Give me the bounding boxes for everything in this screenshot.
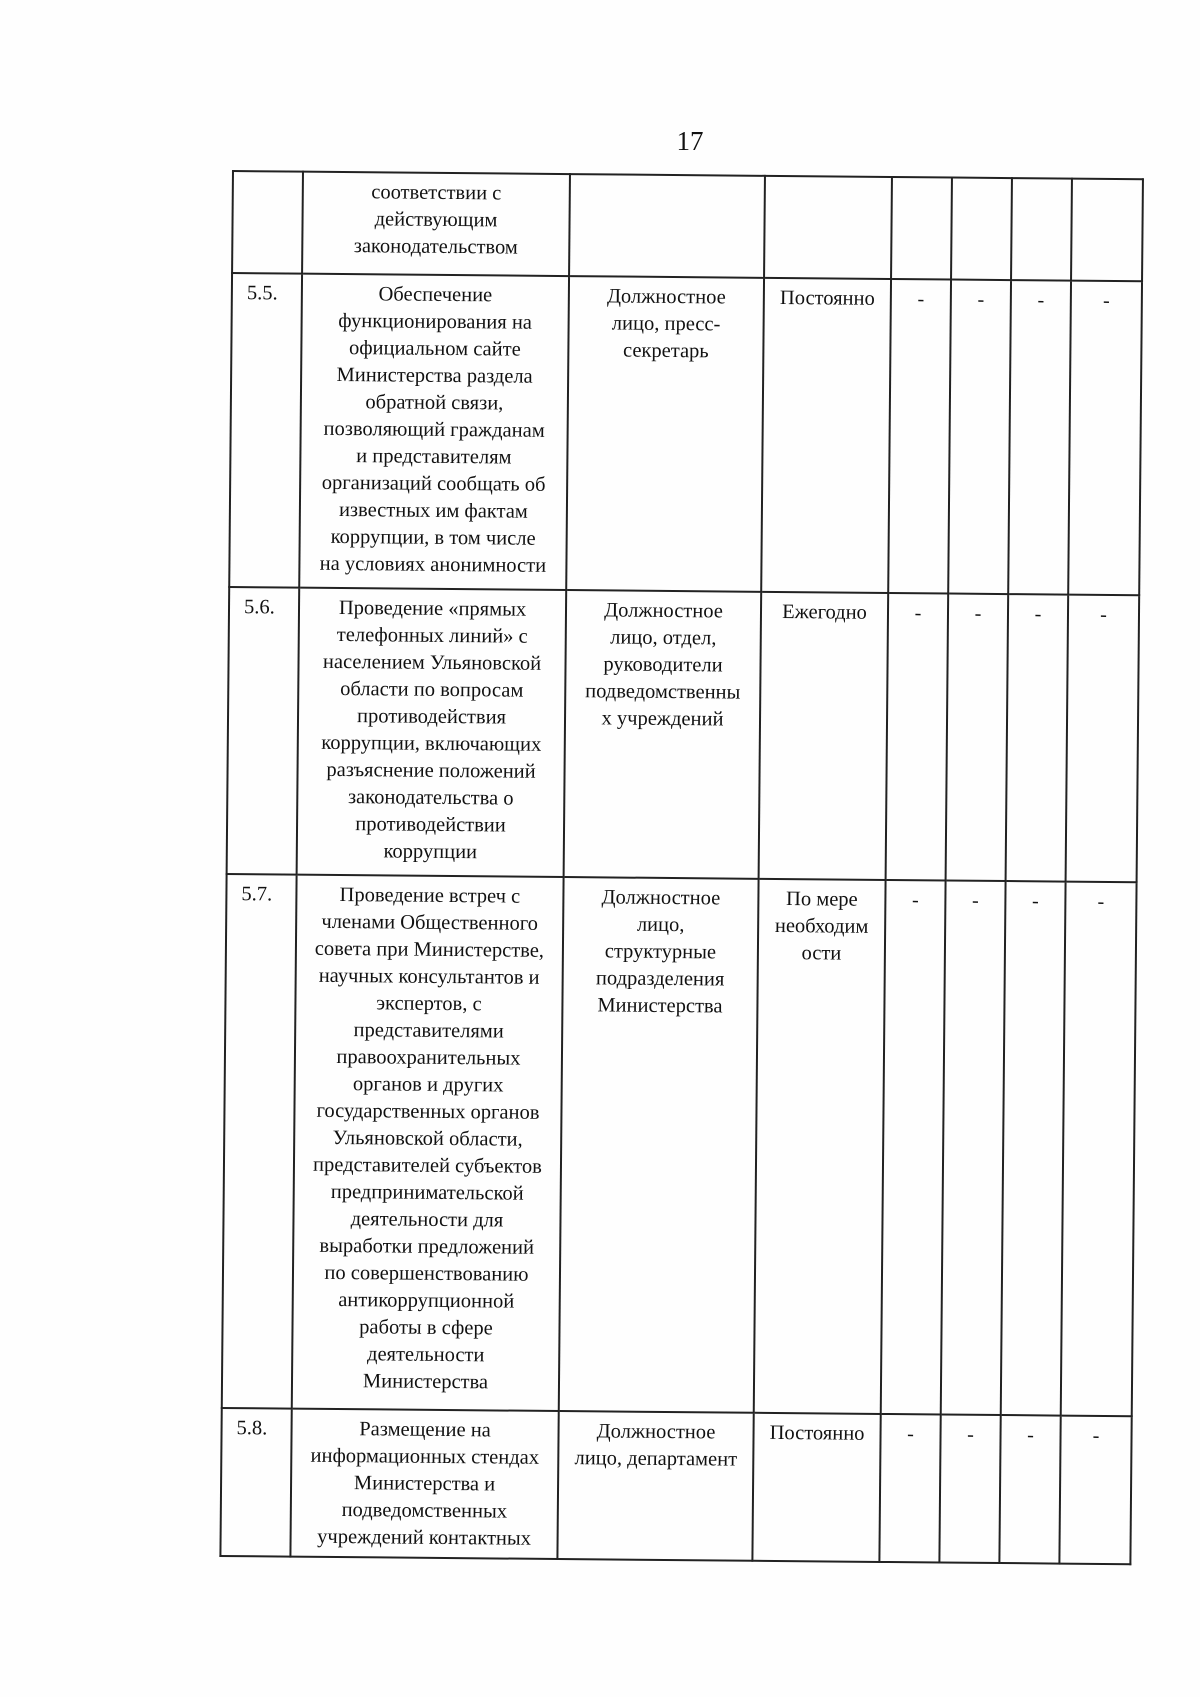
measure-text-line: деятельности для <box>350 1208 504 1232</box>
measure-text-line: правоохранительных <box>336 1045 521 1070</box>
measure-text-line: антикоррупционной <box>338 1289 515 1313</box>
responsible-line: Должностное <box>606 285 726 309</box>
measure-text-line: деятельности <box>366 1343 485 1367</box>
responsible <box>569 174 765 278</box>
table-row <box>220 1408 1131 1564</box>
funding-cell: - <box>879 1414 940 1563</box>
measure-text-line: законодательства о <box>347 786 514 810</box>
responsible <box>564 590 762 879</box>
measure-text-line: разъяснение положений <box>326 758 536 783</box>
measure-text-line: коррупции, включающих <box>321 731 542 756</box>
responsible-line: руководители <box>603 653 723 677</box>
measure-text-line: Ульяновской области, <box>332 1126 523 1151</box>
measure-text-line: учреждений контактных <box>317 1525 532 1550</box>
funding-cell: - <box>1059 1416 1131 1565</box>
funding-cell: - <box>1068 281 1142 596</box>
measure-text-line: Проведение «прямых <box>338 596 527 621</box>
measure-text-line: совета при Министерстве, <box>314 937 545 962</box>
measure-text-line: противодействия <box>356 705 507 729</box>
term-line: необходим <box>774 914 869 938</box>
measure-text-line: государственных органов <box>316 1099 540 1124</box>
funding-cell <box>951 178 1012 281</box>
measure-text-line: телефонных линий» с <box>336 623 528 648</box>
measure-text-line: области по вопросам <box>340 678 524 702</box>
measure-text-line: Министерства раздела <box>336 363 533 388</box>
table-row <box>229 273 1142 595</box>
item-number: 5.8. <box>220 1408 291 1557</box>
measure-text-line: коррупции <box>383 840 478 864</box>
measure-text-line: Министерства и <box>353 1472 496 1496</box>
term-line: Постоянно <box>769 1421 865 1445</box>
funding-cell: - <box>881 880 946 1415</box>
term-line: Ежегодно <box>782 601 867 624</box>
measure-text-line: Размещение на <box>359 1418 491 1442</box>
table-row <box>227 587 1140 882</box>
term <box>761 278 891 593</box>
measure-text-line: представителями <box>353 1019 504 1043</box>
responsible-line: лицо, отдел, <box>610 626 717 650</box>
responsible-line: Должностное <box>604 599 723 623</box>
measures-table <box>219 170 1144 1565</box>
responsible-line: подразделения <box>595 967 725 991</box>
responsible-line: структурные <box>604 940 717 964</box>
measure-text-line: действующим <box>374 208 498 232</box>
funding-cell: - <box>946 594 1009 882</box>
responsible-line: Должностное <box>596 1420 716 1444</box>
funding-cell <box>891 177 952 280</box>
funding-cell: - <box>1066 595 1140 883</box>
measure-text-line: подведомственных <box>341 1499 508 1523</box>
term <box>752 1413 880 1562</box>
responsible-line: лицо, департамент <box>574 1447 738 1471</box>
measure-text-line: коррупции, в том числе <box>330 525 536 550</box>
table-body <box>220 171 1143 1564</box>
term <box>764 176 892 279</box>
funding-cell: - <box>888 279 951 594</box>
term-line: Постоянно <box>779 286 875 310</box>
measure-text-line: соответствии с <box>371 181 502 205</box>
measure-text-line: и представителям <box>356 445 512 469</box>
measure-text <box>292 875 564 1411</box>
responsible <box>557 1411 753 1561</box>
responsible-line: Должностное <box>601 886 721 910</box>
measure-text <box>290 1409 558 1559</box>
measure-text <box>302 172 570 276</box>
funding-cell: - <box>1008 280 1071 595</box>
measure-text-line: противодействии <box>355 813 506 837</box>
measure-text-line: научных консультантов и <box>318 964 540 989</box>
measure-text-line: на условиях анонимности <box>319 552 547 577</box>
item-number <box>232 171 303 274</box>
measure-text-line: обратной связи, <box>365 391 504 415</box>
measure-text-line: выработки предложений <box>319 1234 535 1259</box>
funding-cell: - <box>941 881 1006 1416</box>
measure-text-line: известных им фактам <box>338 498 528 523</box>
term-line: По мере <box>785 888 858 911</box>
measure-text-line: по совершенствованию <box>324 1261 529 1286</box>
responsible <box>559 877 759 1413</box>
measure-text-line: позволяющий гражданам <box>323 417 545 442</box>
item-number: 5.7. <box>222 874 297 1409</box>
funding-cell: - <box>939 1414 1000 1563</box>
measure-text-line: представителей субъектов <box>312 1153 542 1178</box>
measure-text-line: населением Ульяновской <box>322 650 542 675</box>
measure-text-line: экспертов, с <box>376 992 482 1016</box>
measure-text-line: членами Общественного <box>321 910 539 935</box>
item-number: 5.5. <box>229 273 302 588</box>
responsible-line: Министерства <box>597 994 723 1018</box>
measure-text-line: официальном сайте <box>348 337 521 361</box>
term <box>754 879 886 1414</box>
responsible-line: секретарь <box>622 339 709 363</box>
responsible-line: подведомственны <box>585 680 741 704</box>
term-line: ости <box>801 942 842 965</box>
funding-cell <box>1011 178 1072 281</box>
measure-text-line: организаций сообщать об <box>321 471 546 496</box>
funding-cell <box>1071 179 1143 282</box>
responsible-line: лицо, пресс- <box>611 312 721 336</box>
measure-text-line: органов и других <box>352 1073 504 1097</box>
measure-text-line: Обеспечение <box>378 283 493 307</box>
measure-text-line: предпринимательской <box>330 1180 524 1205</box>
page-number: 17 <box>676 126 704 156</box>
measure-text-line: информационных стендах <box>310 1444 540 1469</box>
measure-text <box>297 588 567 877</box>
measure-text <box>299 274 569 590</box>
funding-cell: - <box>886 593 949 881</box>
measure-text-line: функционирования на <box>338 309 533 334</box>
table-row <box>232 171 1143 281</box>
funding-cell: - <box>948 280 1011 595</box>
item-number: 5.6. <box>227 587 300 875</box>
measure-text-line: работы в сфере <box>359 1316 493 1340</box>
funding-cell: - <box>999 1415 1060 1564</box>
funding-cell: - <box>1006 594 1069 882</box>
term <box>759 592 889 880</box>
responsible-line: лицо, <box>636 913 685 937</box>
responsible-line: х учреждений <box>601 707 724 731</box>
measure-text-line: Министерства <box>362 1370 489 1394</box>
measure-text-line: Проведение встреч с <box>339 884 521 908</box>
responsible <box>566 276 764 592</box>
funding-cell: - <box>1061 882 1137 1417</box>
measure-text-line: законодательством <box>353 235 518 259</box>
table-row <box>222 874 1137 1416</box>
funding-cell: - <box>1001 881 1066 1416</box>
